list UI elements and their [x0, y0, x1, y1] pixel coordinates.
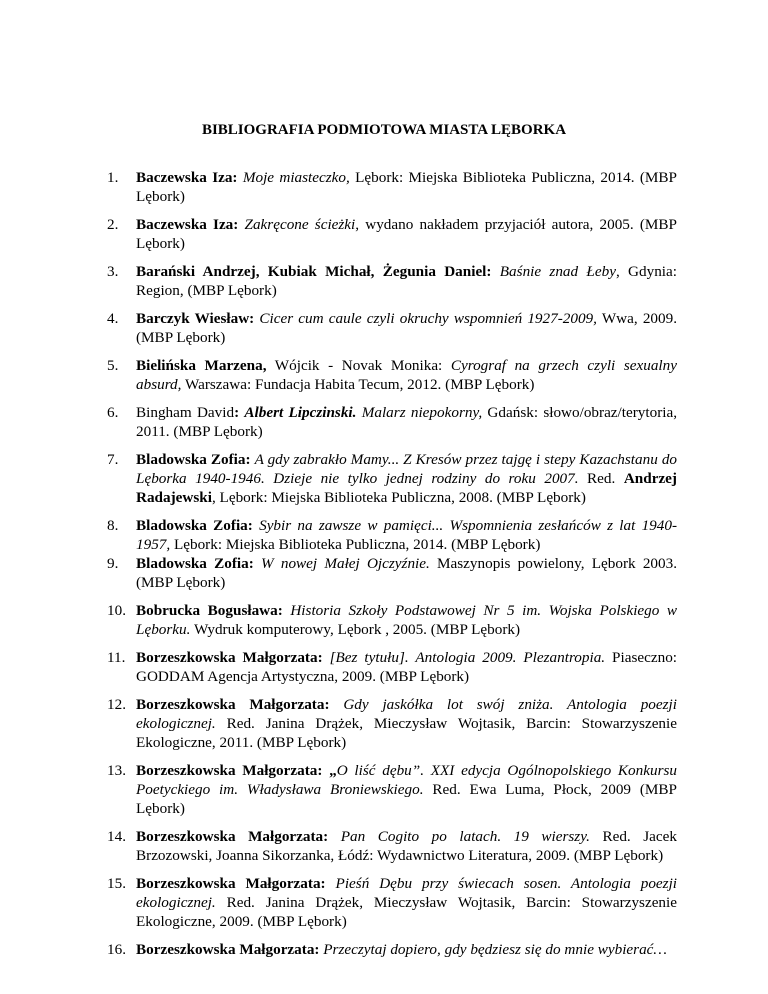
entry-number: 16. — [107, 941, 126, 958]
entry-details: Wójcik - Novak Monika: — [266, 357, 451, 374]
entry-author: Baczewska Iza: — [136, 169, 238, 186]
entry-number: 2. — [107, 216, 119, 233]
entry-details: Red. — [578, 470, 624, 487]
bibliography-list — [107, 168, 677, 959]
entry-title: Zakręcone ścieżki — [244, 216, 356, 233]
bibliography-entry — [107, 601, 677, 639]
entry-text — [136, 450, 677, 507]
bibliography-entry — [107, 940, 677, 959]
entry-author: Bielińska Marzena, — [136, 357, 267, 374]
bibliography-entry — [107, 648, 677, 686]
entry-text — [136, 215, 677, 253]
bibliography-entry — [107, 403, 677, 441]
entry-text — [136, 356, 677, 394]
entry-author: Borzeszkowska Małgorzata: — [136, 696, 330, 713]
bibliography-entry — [107, 262, 677, 300]
entry-details — [328, 828, 341, 845]
entry-number: 6. — [107, 404, 119, 421]
entry-author: Bobrucka Bogusława: — [136, 602, 283, 619]
entry-title: Pan Cogito po latach. 19 wierszy. — [340, 828, 590, 845]
entry-number: 15. — [107, 875, 126, 892]
bibliography-entry — [107, 827, 677, 865]
entry-text — [136, 601, 677, 639]
entry-title: [Bez tytułu]. Antologia 2009. Plezantropia. — [329, 649, 606, 666]
entry-details: Piaseczno: GODDAM Agencja Artystyczna, 2009. (MBP Lębork) — [136, 649, 678, 685]
entry-author: Borzeszkowska Małgorzata: — [136, 649, 323, 666]
bibliography-entry — [107, 695, 677, 752]
entry-title: W nowej Małej Ojczyźnie. — [260, 555, 430, 572]
entry-text — [136, 168, 677, 206]
entry-number: 12. — [107, 696, 126, 713]
entry-text — [136, 761, 677, 818]
entry-details: Maszynopis powielony, Lębork 2003. (MBP Lębork) — [136, 555, 678, 591]
bibliography-entry — [107, 215, 677, 253]
entry-text — [136, 262, 677, 300]
entry-number: 7. — [107, 451, 119, 468]
entry-author: Borzeszkowska Małgorzata: — [136, 828, 329, 845]
bibliography-entry — [107, 516, 677, 554]
bibliography-entry — [107, 874, 677, 931]
entry-details: Lębork: Miejska Biblioteka Publiczna, 2014. (MBP Lębork) — [136, 169, 678, 205]
entry-text — [136, 827, 677, 865]
entry-text — [136, 648, 677, 686]
entry-title: A gdy zabrakło Mamy... Z Kresów przez tajgę i stepy Kazachstanu do Lęborka 1940-1946. Dzieje nie tylko jednej rodziny do roku 2007. — [136, 451, 678, 487]
entry-number: 4. — [107, 310, 119, 327]
entry-author: Bladowska Zofia: — [136, 555, 254, 572]
entry-details: , wydano nakładem przyjaciół autora, 2005. (MBP Lębork) — [136, 216, 677, 252]
entry-details: Warszawa: Fundacja Habita Tecum, 2012. (MBP Lębork) — [181, 376, 535, 393]
entry-details: Red. Janina Drążek, Mieczysław Wojtasik, Barcin: Stowarzyszenie Ekologiczne, 2009. (MBP Lębork) — [136, 894, 677, 930]
entry-number: 3. — [107, 263, 119, 280]
entry-title: Przeczytaj dopiero, gdy będziesz się do mnie wybierać… — [323, 941, 667, 958]
entry-text — [136, 403, 677, 441]
entry-author: Borzeszkowska Małgorzata: — [136, 875, 326, 892]
entry-title: Pieśń Dębu przy świecach sosen. Antologia poezji ekologicznej. — [136, 875, 678, 911]
entry-details: , Gdynia: Region, (MBP Lębork) — [136, 263, 677, 299]
entry-text — [136, 309, 677, 347]
entry-title: Cyrograf na grzech czyli sexualny absurd, — [136, 357, 677, 393]
entry-details: Wwa, 2009. (MBP Lębork) — [136, 310, 677, 346]
entry-number: 10. — [107, 602, 126, 619]
entry-title: Baśnie znad Łeby — [499, 263, 616, 280]
entry-details — [330, 696, 344, 713]
entry-title: Moje miasteczko, — [242, 169, 350, 186]
entry-author: Borzeszkowska Małgorzata: — [136, 941, 320, 958]
entry-details: Bingham David — [136, 404, 235, 421]
entry-text — [136, 695, 677, 752]
entry-author: Barczyk Wiesław: — [136, 310, 255, 327]
entry-number: 5. — [107, 357, 119, 374]
entry-details: Wydruk komputerowy, Lębork , 2005. (MBP Lębork) — [190, 621, 521, 638]
entry-number: 13. — [107, 762, 126, 779]
entry-title: Historia Szkoły Podstawowej Nr 5 im. Wojska Polskiego w Lęborku. — [136, 602, 678, 638]
entry-details — [491, 263, 499, 280]
entry-title: Sybir na zawsze w pamięci... Wspomnienia zesłańców z lat 1940-1957, — [136, 517, 677, 553]
entry-text — [136, 516, 677, 554]
entry-details — [323, 649, 330, 666]
entry-author: Barański Andrzej, Kubiak Michał, Żegunia Daniel: — [136, 263, 492, 280]
document-title: BIBLIOGRAFIA PODMIOTOWA MIASTA LĘBORKA — [201, 122, 567, 138]
entry-number: 1. — [107, 169, 119, 186]
entry-details — [254, 555, 261, 572]
entry-title: O liść dębu”. XXI edycja Ogólnopolskiego Konkursu Poetyckiego im. Władysława Broniewskiego. — [136, 762, 677, 798]
bibliography-entry — [107, 356, 677, 394]
bibliography-entry — [107, 554, 677, 592]
entry-author: Borzeszkowska Małgorzata: „ — [136, 762, 337, 779]
entry-title: Gdy jaskółka lot swój zniża. Antologia poezji ekologicznej. — [136, 696, 677, 732]
entry-author: Andrzej Radajewski — [136, 470, 677, 506]
bibliography-entry — [107, 309, 677, 347]
entry-number: 8. — [107, 517, 119, 534]
entry-author: Bladowska Zofia: — [136, 517, 253, 534]
entry-text — [136, 940, 677, 959]
entry-author: : — [234, 404, 240, 421]
entry-number: 9. — [107, 555, 119, 572]
entry-details: Gdańsk: słowo/obraz/terytoria, 2011. (MBP Lębork) — [136, 404, 678, 440]
entry-details: Lębork: Miejska Biblioteka Publiczna, 2014. (MBP Lębork) — [170, 536, 541, 553]
entry-details: , Lębork: Miejska Biblioteka Publiczna, 2008. (MBP Lębork) — [211, 489, 586, 506]
bibliography-entry — [107, 450, 677, 507]
entry-text — [136, 554, 677, 592]
entry-details — [326, 875, 336, 892]
entry-number: 14. — [107, 828, 126, 845]
entry-title: Cicer cum caule czyli okruchy wspomnień 1927-2009, — [259, 310, 597, 327]
entry-details: Red. Jacek Brzozowski, Joanna Sikorzanka, Łódź: Wydawnictwo Literatura, 2009. (MBP Lębork) — [136, 828, 677, 864]
entry-title: Malarz niepokorny, — [361, 404, 483, 421]
entry-text — [136, 874, 677, 931]
bibliography-entry — [107, 168, 677, 206]
entry-details: Red. Janina Drążek, Mieczysław Wojtasik, Barcin: Stowarzyszenie Ekologiczne, 2011. (MBP Lębork) — [136, 715, 677, 751]
entry-title: Albert Lipczinski. — [244, 404, 357, 421]
entry-author: Baczewska Iza: — [136, 216, 239, 233]
entry-details: Red. Ewa Luma, Płock, 2009 (MBP Lębork) — [136, 781, 677, 817]
entry-author: Bladowska Zofia: — [136, 451, 251, 468]
entry-number: 11. — [107, 649, 126, 666]
bibliography-entry — [107, 761, 677, 818]
